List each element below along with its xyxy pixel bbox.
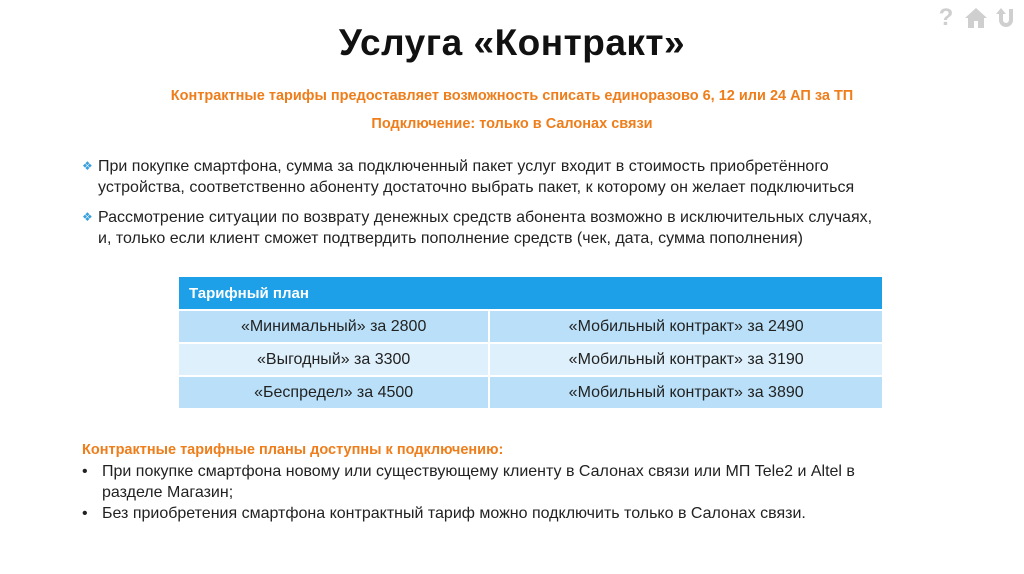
tariff-table [177,275,884,410]
table-row [178,343,883,376]
availability-title: Контрактные тарифные планы доступны к подключению: [82,442,504,458]
table-row [178,376,883,409]
slide-title: Услуга «Контракт» [338,22,686,63]
bullet-text: устройства, соответственно абоненту достаточно выбрать пакет, к которому он желает подключиться [98,179,855,196]
subtitle-contract-info: Контрактные тарифы предоставляет возможность списать единоразово 6, 12 или 24 АП за ТП [170,88,854,104]
bullet-dot: • [82,505,88,522]
bullet-item [82,156,982,198]
help-icon[interactable]: ? [938,4,954,31]
diamond-bullet-icon: ❖ [82,159,93,173]
subtitle-connection: Подключение: только в Салонах связи [371,116,653,132]
list-item-text: При покупке смартфона новому или существующему клиенту в Салонах связи или МП Tele2 и Altel в [102,463,855,480]
table-header: Тарифный план [178,276,883,310]
table-cell: «Выгодный» за 3300 [178,343,489,376]
table-cell: «Мобильный контракт» за 3190 [489,343,883,376]
bullet-item [82,207,982,249]
availability-section [82,440,982,524]
list-item-text: разделе Магазин; [102,484,234,501]
bullet-text: и, только если клиент сможет подтвердить пополнение средств (чек, дата, сумма пополнения) [98,230,803,247]
table-cell: «Мобильный контракт» за 3890 [489,376,883,409]
list-item-text: Без приобретения смартфона контрактный тариф можно подключить только в Салонах связи. [102,505,806,522]
table-row [178,310,883,343]
bullet-text: При покупке смартфона, сумма за подключенный пакет услуг входит в стоимость приобретённого [98,158,829,175]
list-item [82,503,982,524]
table-cell: «Беспредел» за 4500 [178,376,489,409]
diamond-bullet-icon: ❖ [82,210,93,224]
table-cell: «Минимальный» за 2800 [178,310,489,343]
bullet-dot: • [82,463,88,480]
list-item [82,461,982,503]
bullet-text: Рассмотрение ситуации по возврату денежных средств абонента возможно в исключительных случаях, [98,209,873,226]
table-cell: «Мобильный контракт» за 2490 [489,310,883,343]
